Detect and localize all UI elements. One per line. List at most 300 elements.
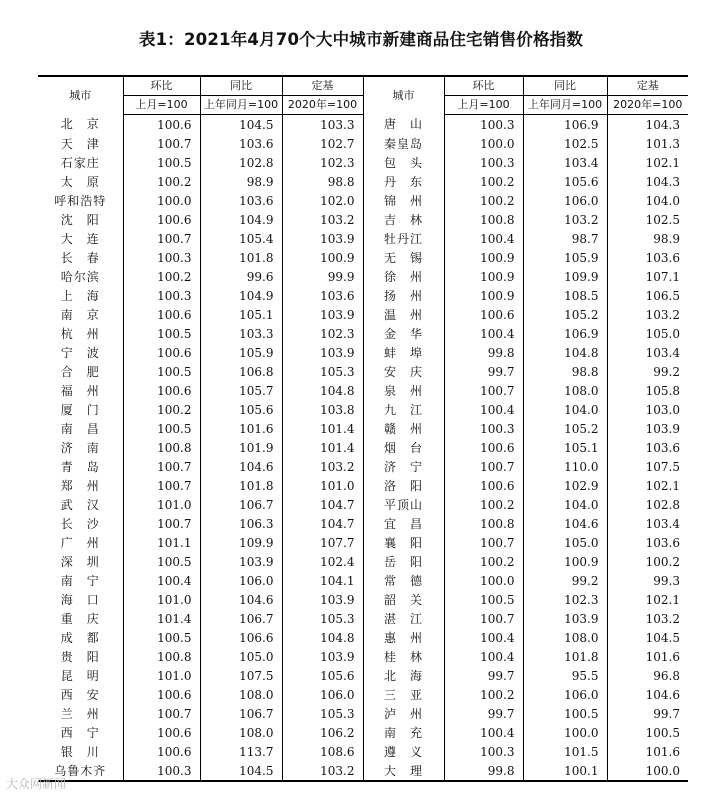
mom-value: 100.2	[123, 267, 200, 286]
city-name: 南 宁	[60, 573, 100, 588]
base-value: 103.2	[282, 210, 363, 229]
mom-value: 100.3	[123, 286, 200, 305]
yoy-value: 105.6	[523, 172, 607, 191]
mom-value: 100.3	[444, 153, 523, 172]
mom-value: 100.9	[444, 267, 523, 286]
mom-value: 100.7	[444, 457, 523, 476]
table-row	[38, 191, 688, 210]
mom-value: 100.6	[123, 115, 200, 135]
base-value: 104.7	[282, 495, 363, 514]
city-name: 丹 东	[363, 172, 444, 191]
city-name: 宁 波	[60, 345, 100, 360]
city-name: 平顶山	[363, 495, 444, 514]
city-name: 北 京	[60, 117, 100, 132]
mom-value: 100.0	[444, 134, 523, 153]
mom-value: 100.2	[444, 552, 523, 571]
table-row	[38, 229, 688, 248]
mom-value: 100.2	[444, 191, 523, 210]
mom-value: 99.7	[444, 666, 523, 685]
city-name: 徐 州	[363, 267, 444, 286]
mom-value: 100.4	[444, 723, 523, 742]
table-row	[38, 362, 688, 381]
table-row	[38, 438, 688, 457]
base-value: 105.6	[282, 666, 363, 685]
mom-value: 100.7	[123, 514, 200, 533]
mom-value: 100.5	[123, 628, 200, 647]
yoy-value: 101.6	[200, 419, 282, 438]
yoy-value: 103.2	[523, 210, 607, 229]
table-row	[38, 590, 688, 609]
base-value: 103.4	[607, 343, 688, 362]
table-row	[38, 647, 688, 666]
base-value: 103.6	[607, 533, 688, 552]
mom-value: 99.8	[444, 343, 523, 362]
yoy-value: 104.9	[200, 210, 282, 229]
yoy-value: 103.6	[200, 191, 282, 210]
yoy-value: 104.9	[200, 286, 282, 305]
table-row	[38, 685, 688, 704]
mom-value: 100.6	[123, 381, 200, 400]
table-row	[38, 248, 688, 267]
table-row	[38, 381, 688, 400]
table-row	[38, 134, 688, 153]
base-header: 定基	[607, 76, 688, 96]
table-row	[38, 666, 688, 685]
city-name: 南 昌	[60, 421, 100, 436]
mom-value: 100.8	[444, 210, 523, 229]
base-value: 106.5	[607, 286, 688, 305]
yoy-value: 105.4	[200, 229, 282, 248]
mom-value: 100.7	[123, 704, 200, 723]
yoy-value: 98.7	[523, 229, 607, 248]
yoy-value: 106.8	[200, 362, 282, 381]
yoy-value: 101.8	[523, 647, 607, 666]
yoy-value: 99.2	[523, 571, 607, 590]
base-value: 102.1	[607, 590, 688, 609]
yoy-value: 103.3	[200, 324, 282, 343]
mom-value: 100.7	[123, 457, 200, 476]
table-row	[38, 153, 688, 172]
city-name: 大 理	[363, 761, 444, 781]
city-name: 石家庄	[60, 155, 100, 170]
city-name: 蚌 埠	[363, 343, 444, 362]
mom-value: 100.6	[123, 210, 200, 229]
city-name: 扬 州	[363, 286, 444, 305]
yoy-value: 108.0	[200, 723, 282, 742]
city-name: 天 津	[60, 136, 100, 151]
mom-value: 100.7	[123, 229, 200, 248]
mom-value: 101.0	[123, 666, 200, 685]
base-value: 103.4	[607, 514, 688, 533]
price-index-table	[38, 75, 688, 782]
base-value: 101.4	[282, 419, 363, 438]
city-name: 桂 林	[363, 647, 444, 666]
city-name: 长 春	[60, 250, 100, 265]
city-name: 安 庆	[363, 362, 444, 381]
base-value: 100.0	[607, 761, 688, 781]
base-value: 102.8	[607, 495, 688, 514]
mom-value: 101.0	[123, 495, 200, 514]
mom-value: 100.6	[444, 476, 523, 495]
table-row	[38, 419, 688, 438]
city-name: 郑 州	[60, 478, 100, 493]
base-value: 100.5	[607, 723, 688, 742]
base-value: 103.0	[607, 400, 688, 419]
yoy-value: 106.9	[523, 115, 607, 135]
table-row	[38, 115, 688, 135]
mom-value: 100.4	[444, 324, 523, 343]
yoy-value: 108.0	[200, 685, 282, 704]
yoy-value: 104.0	[523, 495, 607, 514]
yoy-value: 103.9	[200, 552, 282, 571]
base-value: 105.3	[282, 609, 363, 628]
yoy-value: 104.5	[200, 761, 282, 781]
table-row	[38, 571, 688, 590]
mom-value: 100.8	[123, 438, 200, 457]
city-name: 重 庆	[60, 611, 100, 626]
table-row	[38, 533, 688, 552]
base-header: 定基	[282, 76, 363, 96]
mom-value: 100.7	[123, 134, 200, 153]
city-name: 锦 州	[363, 191, 444, 210]
city-name: 南 充	[363, 723, 444, 742]
yoy-value: 102.3	[523, 590, 607, 609]
yoy-value: 102.8	[200, 153, 282, 172]
base-value: 104.7	[282, 514, 363, 533]
yoy-value: 105.9	[200, 343, 282, 362]
city-name: 北 海	[363, 666, 444, 685]
base-value: 102.3	[282, 324, 363, 343]
base-value: 99.3	[607, 571, 688, 590]
city-name: 广 州	[60, 535, 100, 550]
yoy-value: 106.7	[200, 704, 282, 723]
city-name: 银 川	[60, 744, 100, 759]
mom-value: 99.8	[444, 761, 523, 781]
table-row	[38, 495, 688, 514]
city-name: 福 州	[60, 383, 100, 398]
base-value: 101.3	[607, 134, 688, 153]
yoy-value: 101.5	[523, 742, 607, 761]
yoy-value: 100.0	[523, 723, 607, 742]
watermark: 大众网新闻	[6, 777, 67, 791]
yoy-value: 100.1	[523, 761, 607, 781]
table-row	[38, 552, 688, 571]
base-value: 104.8	[282, 381, 363, 400]
city-name: 无 锡	[363, 248, 444, 267]
base-value: 103.9	[282, 647, 363, 666]
base-value: 103.2	[282, 457, 363, 476]
base-value: 104.0	[607, 191, 688, 210]
mom-value: 101.4	[123, 609, 200, 628]
mom-value: 99.7	[444, 704, 523, 723]
table-title: 表1：2021年4月70个大中城市新建商品住宅销售价格指数	[138, 30, 584, 49]
table-row	[38, 704, 688, 723]
mom-value: 100.9	[444, 286, 523, 305]
table-row	[38, 400, 688, 419]
yoy-value: 105.2	[523, 305, 607, 324]
base-value: 96.8	[607, 666, 688, 685]
table-row	[38, 723, 688, 742]
mom-subheader: 上月=100	[123, 96, 200, 115]
base-value: 104.6	[607, 685, 688, 704]
city-name: 合 肥	[60, 364, 100, 379]
city-name: 赣 州	[363, 419, 444, 438]
city-name: 温 州	[363, 305, 444, 324]
yoy-subheader: 上年同月=100	[200, 96, 282, 115]
yoy-value: 104.6	[523, 514, 607, 533]
mom-header: 环比	[123, 76, 200, 96]
table-row	[38, 210, 688, 229]
city-name: 深 圳	[60, 554, 100, 569]
mom-value: 100.2	[444, 685, 523, 704]
city-name: 乌鲁木齐	[38, 761, 123, 781]
table-row	[38, 628, 688, 647]
mom-value: 100.4	[123, 571, 200, 590]
table-row	[38, 457, 688, 476]
mom-value: 100.2	[123, 400, 200, 419]
yoy-value: 113.7	[200, 742, 282, 761]
table-row	[38, 343, 688, 362]
city-name: 九 江	[363, 400, 444, 419]
mom-value: 100.0	[444, 571, 523, 590]
base-value: 98.9	[607, 229, 688, 248]
city-name: 哈尔滨	[60, 269, 100, 284]
base-value: 102.7	[282, 134, 363, 153]
yoy-value: 99.6	[200, 267, 282, 286]
city-header: 城市	[38, 76, 123, 115]
city-name: 青 岛	[60, 459, 100, 474]
city-name: 武 汉	[60, 497, 100, 512]
city-name: 西 安	[60, 687, 100, 702]
mom-value: 101.1	[123, 533, 200, 552]
base-value: 104.8	[282, 628, 363, 647]
city-name: 牡丹江	[363, 229, 444, 248]
mom-value: 100.5	[123, 419, 200, 438]
table-row	[38, 609, 688, 628]
base-value: 99.2	[607, 362, 688, 381]
city-name: 太 原	[60, 174, 100, 189]
table-row	[38, 286, 688, 305]
yoy-header: 同比	[523, 76, 607, 96]
mom-value: 100.7	[444, 609, 523, 628]
city-name: 成 都	[60, 630, 100, 645]
header-row-top	[38, 76, 688, 96]
base-value: 104.5	[607, 628, 688, 647]
city-name: 沈 阳	[60, 212, 100, 227]
base-value: 107.1	[607, 267, 688, 286]
table-body	[38, 115, 688, 782]
yoy-value: 102.9	[523, 476, 607, 495]
yoy-value: 105.1	[523, 438, 607, 457]
city-name: 兰 州	[60, 706, 100, 721]
mom-subheader: 上月=100	[444, 96, 523, 115]
yoy-value: 104.6	[200, 457, 282, 476]
base-value: 98.8	[282, 172, 363, 191]
mom-value: 100.3	[444, 115, 523, 135]
base-value: 103.9	[607, 419, 688, 438]
base-value: 103.2	[607, 305, 688, 324]
mom-value: 100.7	[444, 533, 523, 552]
mom-value: 100.4	[444, 628, 523, 647]
mom-header: 环比	[444, 76, 523, 96]
base-value: 102.1	[607, 153, 688, 172]
yoy-value: 102.5	[523, 134, 607, 153]
city-name: 岳 阳	[363, 552, 444, 571]
table-row	[38, 476, 688, 495]
mom-value: 100.4	[444, 400, 523, 419]
base-value: 100.9	[282, 248, 363, 267]
base-value: 105.0	[607, 324, 688, 343]
yoy-value: 106.0	[523, 685, 607, 704]
base-value: 102.1	[607, 476, 688, 495]
mom-value: 100.3	[123, 248, 200, 267]
yoy-value: 101.8	[200, 476, 282, 495]
yoy-value: 107.5	[200, 666, 282, 685]
base-value: 107.5	[607, 457, 688, 476]
base-value: 104.1	[282, 571, 363, 590]
city-name: 秦皇岛	[363, 134, 444, 153]
city-name: 唐 山	[363, 115, 444, 135]
yoy-value: 104.0	[523, 400, 607, 419]
yoy-value: 106.7	[200, 495, 282, 514]
table-row	[38, 324, 688, 343]
mom-value: 100.8	[444, 514, 523, 533]
base-value: 103.8	[282, 400, 363, 419]
mom-value: 100.9	[444, 248, 523, 267]
yoy-value: 105.0	[523, 533, 607, 552]
base-value: 103.6	[607, 438, 688, 457]
city-name: 洛 阳	[363, 476, 444, 495]
base-value: 106.0	[282, 685, 363, 704]
base-value: 103.2	[282, 761, 363, 781]
base-value: 101.0	[282, 476, 363, 495]
mom-value: 100.6	[123, 343, 200, 362]
mom-value: 100.6	[123, 685, 200, 704]
mom-value: 100.6	[444, 438, 523, 457]
city-name: 长 沙	[60, 516, 100, 531]
mom-value: 100.3	[123, 761, 200, 781]
table-row	[38, 267, 688, 286]
mom-value: 100.6	[123, 723, 200, 742]
base-value: 103.2	[607, 609, 688, 628]
city-name: 海 口	[60, 592, 100, 607]
city-name: 湛 江	[363, 609, 444, 628]
yoy-value: 103.4	[523, 153, 607, 172]
base-value: 100.2	[607, 552, 688, 571]
base-value: 108.6	[282, 742, 363, 761]
city-name: 呼和浩特	[54, 193, 107, 208]
base-subheader: 2020年=100	[282, 96, 363, 115]
city-name: 济 南	[60, 440, 100, 455]
city-name: 上 海	[60, 288, 100, 303]
mom-value: 99.7	[444, 362, 523, 381]
mom-value: 101.0	[123, 590, 200, 609]
mom-value: 100.3	[444, 742, 523, 761]
city-name: 贵 阳	[60, 649, 100, 664]
city-header: 城市	[363, 76, 444, 115]
yoy-value: 108.0	[523, 628, 607, 647]
city-name: 泉 州	[363, 381, 444, 400]
yoy-value: 106.0	[200, 571, 282, 590]
mom-value: 100.5	[123, 153, 200, 172]
mom-value: 100.7	[444, 381, 523, 400]
base-value: 105.8	[607, 381, 688, 400]
yoy-value: 106.3	[200, 514, 282, 533]
yoy-value: 106.9	[523, 324, 607, 343]
mom-value: 100.7	[123, 476, 200, 495]
base-value: 106.2	[282, 723, 363, 742]
city-name: 惠 州	[363, 628, 444, 647]
mom-value: 100.5	[444, 590, 523, 609]
city-name: 三 亚	[363, 685, 444, 704]
mom-value: 100.5	[123, 552, 200, 571]
city-name: 包 头	[363, 153, 444, 172]
yoy-value: 108.5	[523, 286, 607, 305]
city-name: 昆 明	[60, 668, 100, 683]
city-name: 吉 林	[363, 210, 444, 229]
yoy-value: 103.6	[200, 134, 282, 153]
base-value: 102.0	[282, 191, 363, 210]
city-name: 济 宁	[363, 457, 444, 476]
table-row	[38, 761, 688, 781]
base-value: 101.6	[607, 647, 688, 666]
yoy-value: 103.9	[523, 609, 607, 628]
city-name: 宜 昌	[363, 514, 444, 533]
yoy-value: 106.7	[200, 609, 282, 628]
base-value: 102.5	[607, 210, 688, 229]
mom-value: 100.3	[444, 419, 523, 438]
base-value: 99.9	[282, 267, 363, 286]
yoy-subheader: 上年同月=100	[523, 96, 607, 115]
mom-value: 100.6	[123, 742, 200, 761]
yoy-value: 104.5	[200, 115, 282, 135]
city-name: 襄 阳	[363, 533, 444, 552]
city-name: 大 连	[60, 231, 100, 246]
yoy-value: 98.8	[523, 362, 607, 381]
mom-value: 100.4	[444, 229, 523, 248]
city-name: 韶 关	[363, 590, 444, 609]
mom-value: 100.5	[123, 362, 200, 381]
base-value: 103.3	[282, 115, 363, 135]
base-subheader: 2020年=100	[607, 96, 688, 115]
mom-value: 100.2	[123, 172, 200, 191]
yoy-value: 110.0	[523, 457, 607, 476]
yoy-value: 101.9	[200, 438, 282, 457]
base-value: 104.3	[607, 172, 688, 191]
mom-value: 100.5	[123, 324, 200, 343]
yoy-value: 108.0	[523, 381, 607, 400]
city-name: 泸 州	[363, 704, 444, 723]
city-name: 金 华	[363, 324, 444, 343]
city-name: 常 德	[363, 571, 444, 590]
yoy-value: 105.9	[523, 248, 607, 267]
yoy-value: 106.0	[523, 191, 607, 210]
base-value: 102.3	[282, 153, 363, 172]
yoy-header: 同比	[200, 76, 282, 96]
base-value: 103.6	[282, 286, 363, 305]
base-value: 101.4	[282, 438, 363, 457]
city-name: 南 京	[60, 307, 100, 322]
mom-value: 100.2	[444, 495, 523, 514]
city-name: 烟 台	[363, 438, 444, 457]
base-value: 103.9	[282, 229, 363, 248]
city-name: 西 宁	[60, 725, 100, 740]
yoy-value: 95.5	[523, 666, 607, 685]
mom-value: 100.8	[123, 647, 200, 666]
yoy-value: 104.8	[523, 343, 607, 362]
base-value: 103.9	[282, 305, 363, 324]
mom-value: 100.4	[444, 647, 523, 666]
